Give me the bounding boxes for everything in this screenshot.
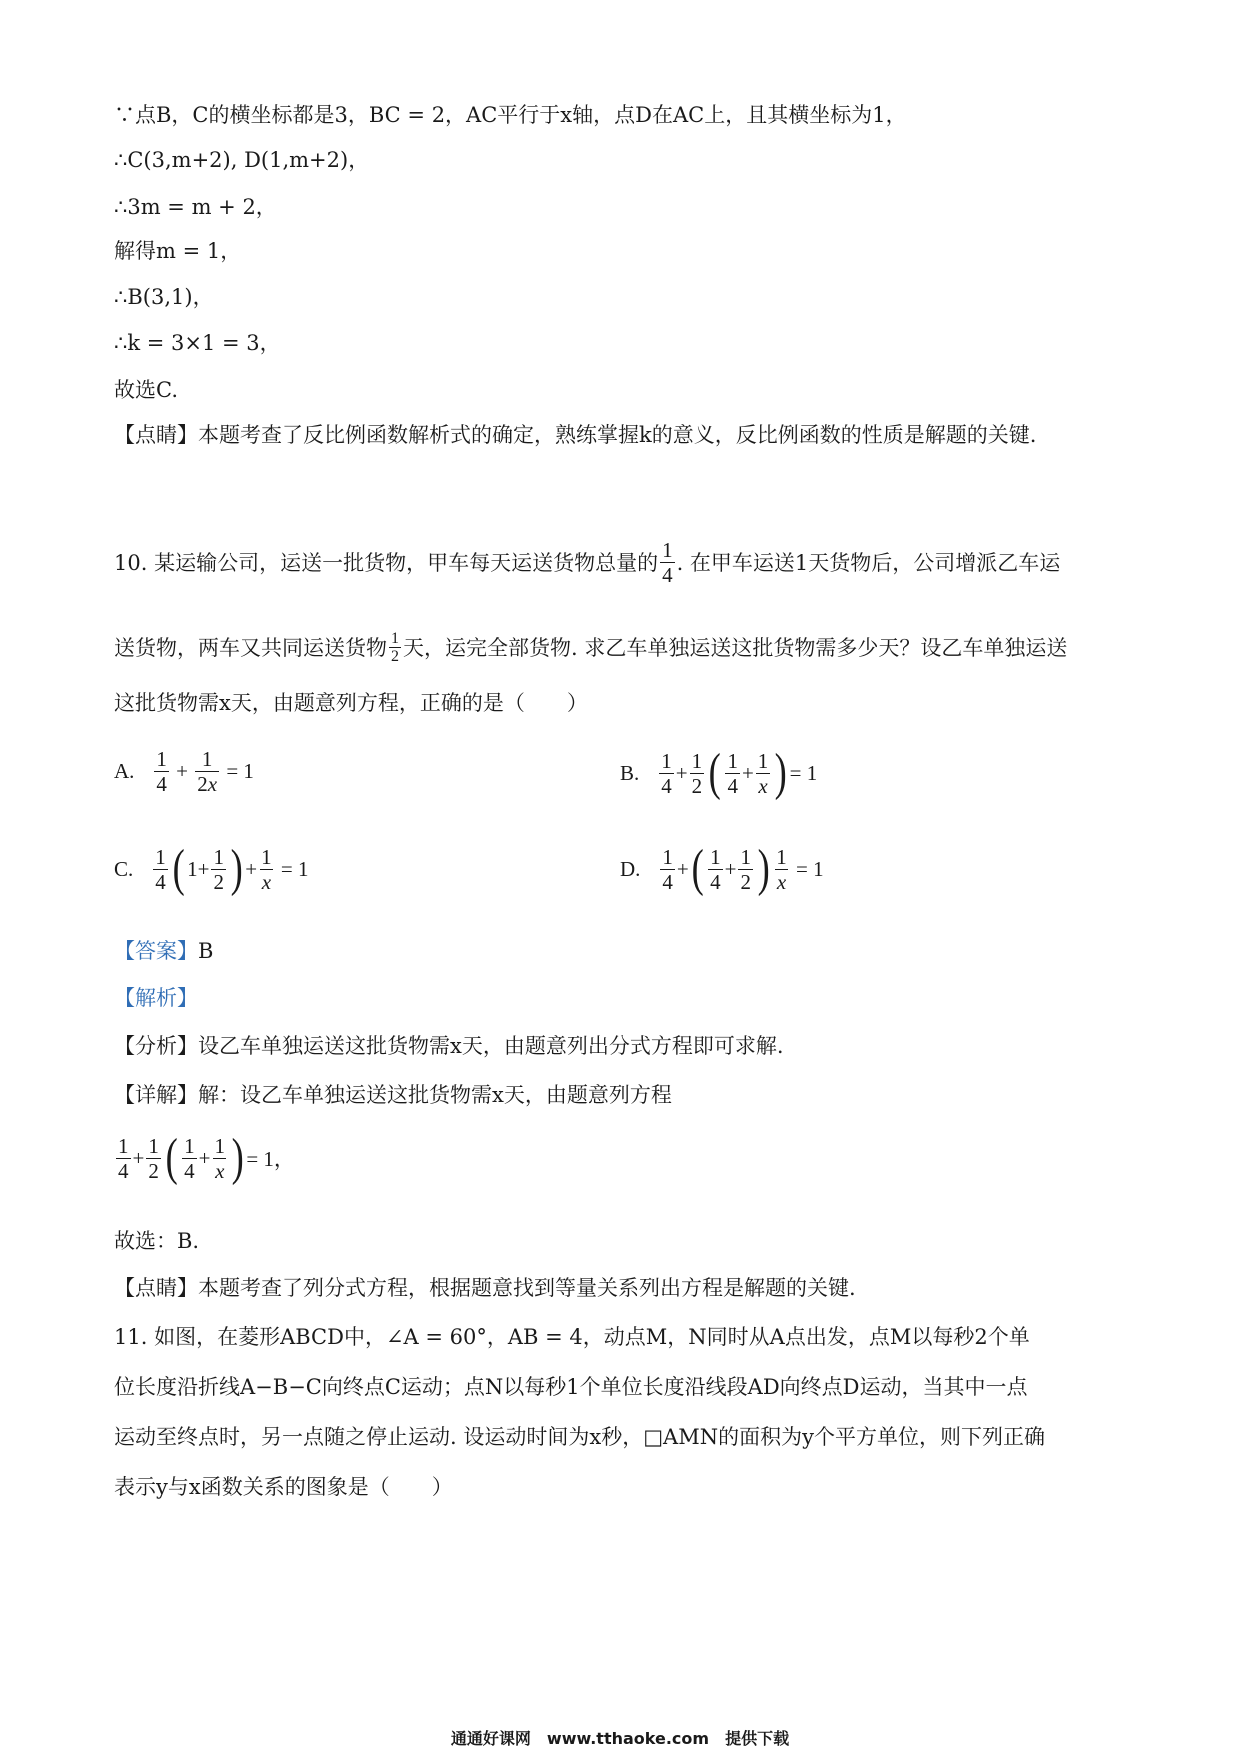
equation-line: $\frac{1}{4}$ + $\frac{1}{2}$ ( $\frac{1}{4}$ + $\frac{1}{x}$ ) = 1， bbox=[118, 1129, 295, 1186]
answer-line bbox=[114, 936, 213, 966]
equation-tail: = 1， bbox=[246, 1147, 295, 1171]
q10-line-1-b: . 在甲车运送1天货物后，公司增派乙车运 bbox=[676, 550, 1061, 575]
q11-line-3: 运动至终点时，另一点随之停止运动. 设运动时间为x秒，□AMN的面积为y个平方单位，则下列正确 bbox=[114, 1425, 1045, 1449]
line-4: 解得m = 1， bbox=[114, 239, 242, 263]
choose-line: 故选：B. bbox=[114, 1229, 200, 1253]
q10-line-2 bbox=[114, 630, 1067, 665]
fenxi-line bbox=[114, 1031, 784, 1061]
line-1: ∵点B，C的横坐标都是3，BC = 2，AC平行于x轴，点D在AC上，且其横坐标为1， bbox=[114, 103, 907, 127]
q11-line-4: 表示y与x函数关系的图象是（ ） bbox=[114, 1475, 453, 1499]
q10-line-1-a: 10. 某运输公司，运送一批货物，甲车每天运送货物总量的 bbox=[114, 550, 659, 575]
dianjing-tag: 【点睛】 bbox=[114, 423, 198, 447]
q10-line-2-a: 送货物，两车又共同运送货物 bbox=[114, 635, 387, 660]
analysis-tag: 【解析】 bbox=[114, 986, 198, 1010]
dianjing-line bbox=[114, 1273, 856, 1303]
option-d-label: D. bbox=[620, 856, 641, 881]
line-8 bbox=[114, 420, 1036, 450]
footer-watermark: 通通好课网 www.tthaoke.com 提供下载 bbox=[450, 1729, 790, 1748]
q11-line-2: 位长度沿折线A−B−C向终点C运动；点N以每秒1个单位长度沿线段AD向终点D运动，当其中一点 bbox=[114, 1375, 1028, 1399]
option-c-label: C. bbox=[114, 856, 134, 881]
line-5: ∴B(3,1)， bbox=[114, 285, 214, 309]
xiangjie-tag: 【详解】 bbox=[114, 1083, 198, 1107]
fenxi-tag: 【分析】 bbox=[114, 1034, 198, 1058]
fraction-one-half: $\frac{1}{2}$ bbox=[391, 630, 399, 665]
line-2: ∴C(3,m+2), D(1,m+2)， bbox=[114, 148, 370, 172]
line-3: ∴3m = m + 2， bbox=[114, 195, 277, 219]
xiangjie-text: 解：设乙车单独运送这批货物需x天，由题意列方程 bbox=[198, 1083, 672, 1107]
fraction-one-quarter: $\frac{1}{4}$ bbox=[662, 538, 673, 587]
option-a-label: A. bbox=[114, 759, 135, 783]
option-d[interactable]: D. $\frac{1}{4}$ + ( $\frac{1}{4}$ + $\frac{1}{2}$ ) $\frac{1}{x}$ = 1 bbox=[620, 840, 824, 897]
answer-tag: 【答案】 bbox=[114, 939, 198, 963]
q11-line-1: 11. 如图，在菱形ABCD中，∠A = 60°，AB = 4，动点M，N同时从A点出发，点M以每秒2个单 bbox=[114, 1325, 1030, 1349]
option-c[interactable]: C. $\frac{1}{4}$ ( 1+ $\frac{1}{2}$ ) + $\frac{1}{x}$ = 1 bbox=[114, 840, 309, 897]
fenxi-text: 设乙车单独运送这批货物需x天，由题意列出分式方程即可求解. bbox=[198, 1034, 784, 1058]
q10-line-2-b: 天，运完全部货物. 求乙车单独运送这批货物需多少天？设乙车单独运送 bbox=[403, 635, 1068, 660]
dianjing-text-2: 本题考查了列分式方程，根据题意找到等量关系列出方程是解题的关键. bbox=[198, 1276, 856, 1300]
answer-value: B bbox=[198, 939, 214, 963]
option-a[interactable]: A. $\frac{1}{4}$ + $\frac{1}{2x}$ = 1 bbox=[114, 747, 254, 796]
q10-line-3: 这批货物需x天，由题意列方程，正确的是（ ） bbox=[114, 691, 588, 715]
dianjing-tag-2: 【点睛】 bbox=[114, 1276, 198, 1300]
option-b[interactable]: B. $\frac{1}{4}$ + $\frac{1}{2}$ ( $\frac{1}{4}$ + $\frac{1}{x}$ ) = 1 bbox=[620, 744, 818, 801]
line-7: 故选C. bbox=[114, 378, 178, 402]
line-6: ∴k = 3×1 = 3， bbox=[114, 331, 281, 355]
option-b-label: B. bbox=[620, 760, 640, 785]
dianjing-text: 本题考查了反比例函数解析式的确定，熟练掌握k的意义，反比例函数的性质是解题的关键. bbox=[198, 423, 1037, 447]
q10-line-1 bbox=[114, 538, 1060, 587]
xiangjie-line bbox=[114, 1080, 672, 1110]
